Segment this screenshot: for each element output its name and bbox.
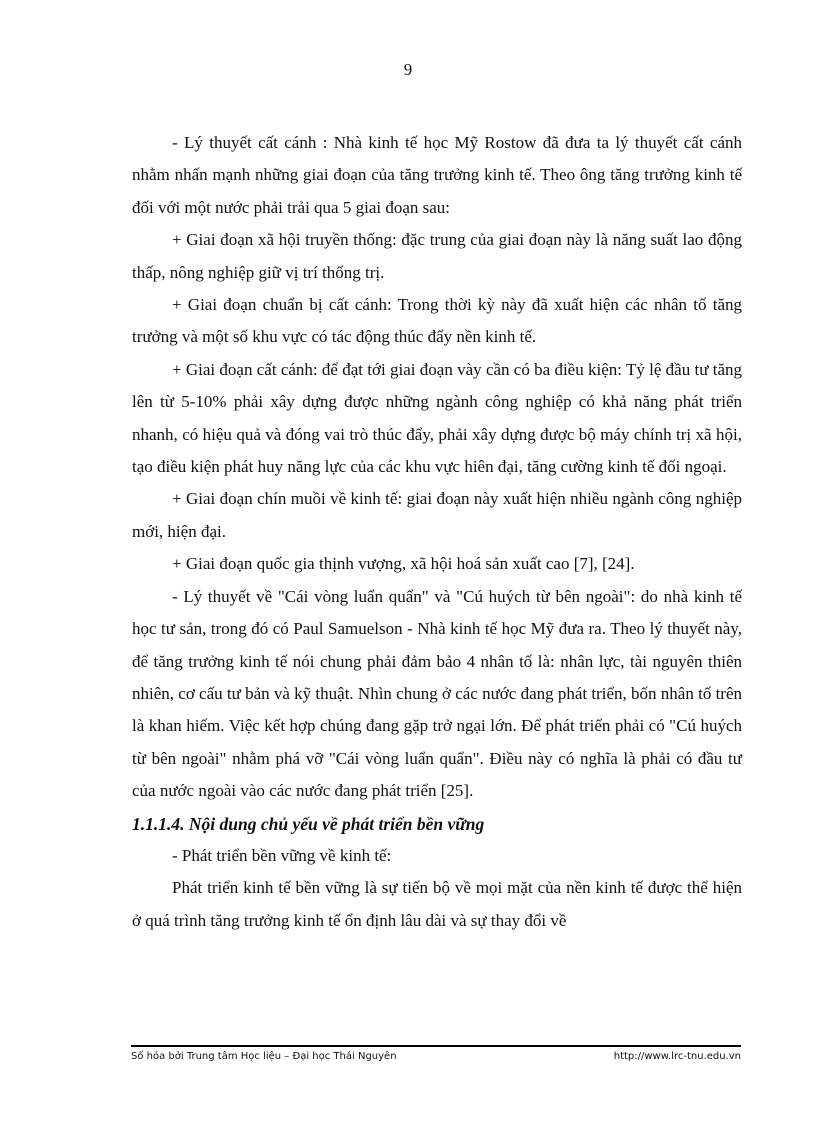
paragraph-sustainable-economy: Phát triển kinh tế bền vững là sự tiến bộ về mọi mặt của nền kinh tế được thể hiện ở quá trình tăng trưởng kinh tế ổn định lâu dài và sự thay đổi về — [132, 878, 742, 930]
paragraph-preconditions: + Giai đoạn chuẩn bị cất cánh: Trong thời kỳ này đã xuất hiện các nhân tố tăng trưởng và một số khu vực có tác động thúc đẩy nền kinh tế. — [132, 295, 742, 347]
page-number: 9 — [403, 60, 413, 79]
paragraph-mass-consumption: + Giai đoạn quốc gia thịnh vượng, xã hội hoá sản xuất cao [7], [24]. — [172, 554, 635, 574]
footer-divider — [131, 1045, 741, 1047]
paragraph-maturity: + Giai đoạn chín muồi về kinh tế: giai đoạn này xuất hiện nhiều ngành công nghiệp mới, hiện đại. — [132, 489, 742, 541]
paragraph-traditional-society: + Giai đoạn xã hội truyền thống: đặc trung của giai đoạn này là năng suất lao động thấp, nông nghiệp giữ vị trí thống trị. — [132, 230, 742, 282]
footer-source: Số hóa bởi Trung tâm Học liệu – Đại học Thái Nguyên — [131, 1051, 397, 1062]
paragraph-takeoff-stage: + Giai đoạn cất cánh: để đạt tới giai đoạn vày cần có ba điều kiện: Tỷ lệ đầu tư tăng lên từ 5-10% phải xây dựng được những ngành công nghiệp có khả năng phát triển nhanh, có hiệu quả và đóng vai trò thúc đẩy, phải xây dựng được bộ máy chính trị xã hội, tạo điều kiện phát huy năng lực của các khu vực hiên đại, tăng cường kinh tế đối ngoại. — [132, 359, 742, 477]
footer-link[interactable]: http://www.lrc-tnu.edu.vn — [613, 1051, 741, 1062]
paragraph-vicious-circle: - Lý thuyết về "Cái vòng luẩn quẩn" và "Cú huých từ bên ngoài": do nhà kinh tế học tư sản, trong đó có Paul Samuelson - Nhà kinh tế học Mỹ đưa ra. Theo lý thuyết này, để tăng trưởng kinh tế nói chung phải đảm bảo 4 nhân tố là: nhân lực, tài nguyên thiên nhiên, cơ cấu tư bản và kỹ thuật. Nhìn chung ở các nước đang phát triển, bốn nhân tố trên là khan hiếm. Việc kết hợp chúng đang gặp trở ngại lớn. Để phát triển phải có "Cú huých từ bên ngoài" nhằm phá vỡ "Cái vòng luẩn quẩn". Điều này có nghĩa là phải có đầu tư của nước ngoài vào các nước đang phát triển [25]. — [132, 586, 742, 801]
document-body — [132, 127, 742, 937]
paragraph-takeoff-theory: - Lý thuyết cất cánh : Nhà kinh tế học Mỹ Rostow đã đưa ta lý thuyết cất cánh nhằm nhấn mạnh những giai đoạn của tăng trưởng kinh tế. Theo ông tăng trưởng kinh tế đối với một nước phải trải qua 5 giai đoạn sau: — [132, 133, 742, 217]
sub-item-economic: - Phát triển bền vững về kinh tế: — [172, 845, 392, 865]
section-heading: 1.1.1.4. Nội dung chủ yếu về phát triển bền vững — [132, 813, 485, 834]
